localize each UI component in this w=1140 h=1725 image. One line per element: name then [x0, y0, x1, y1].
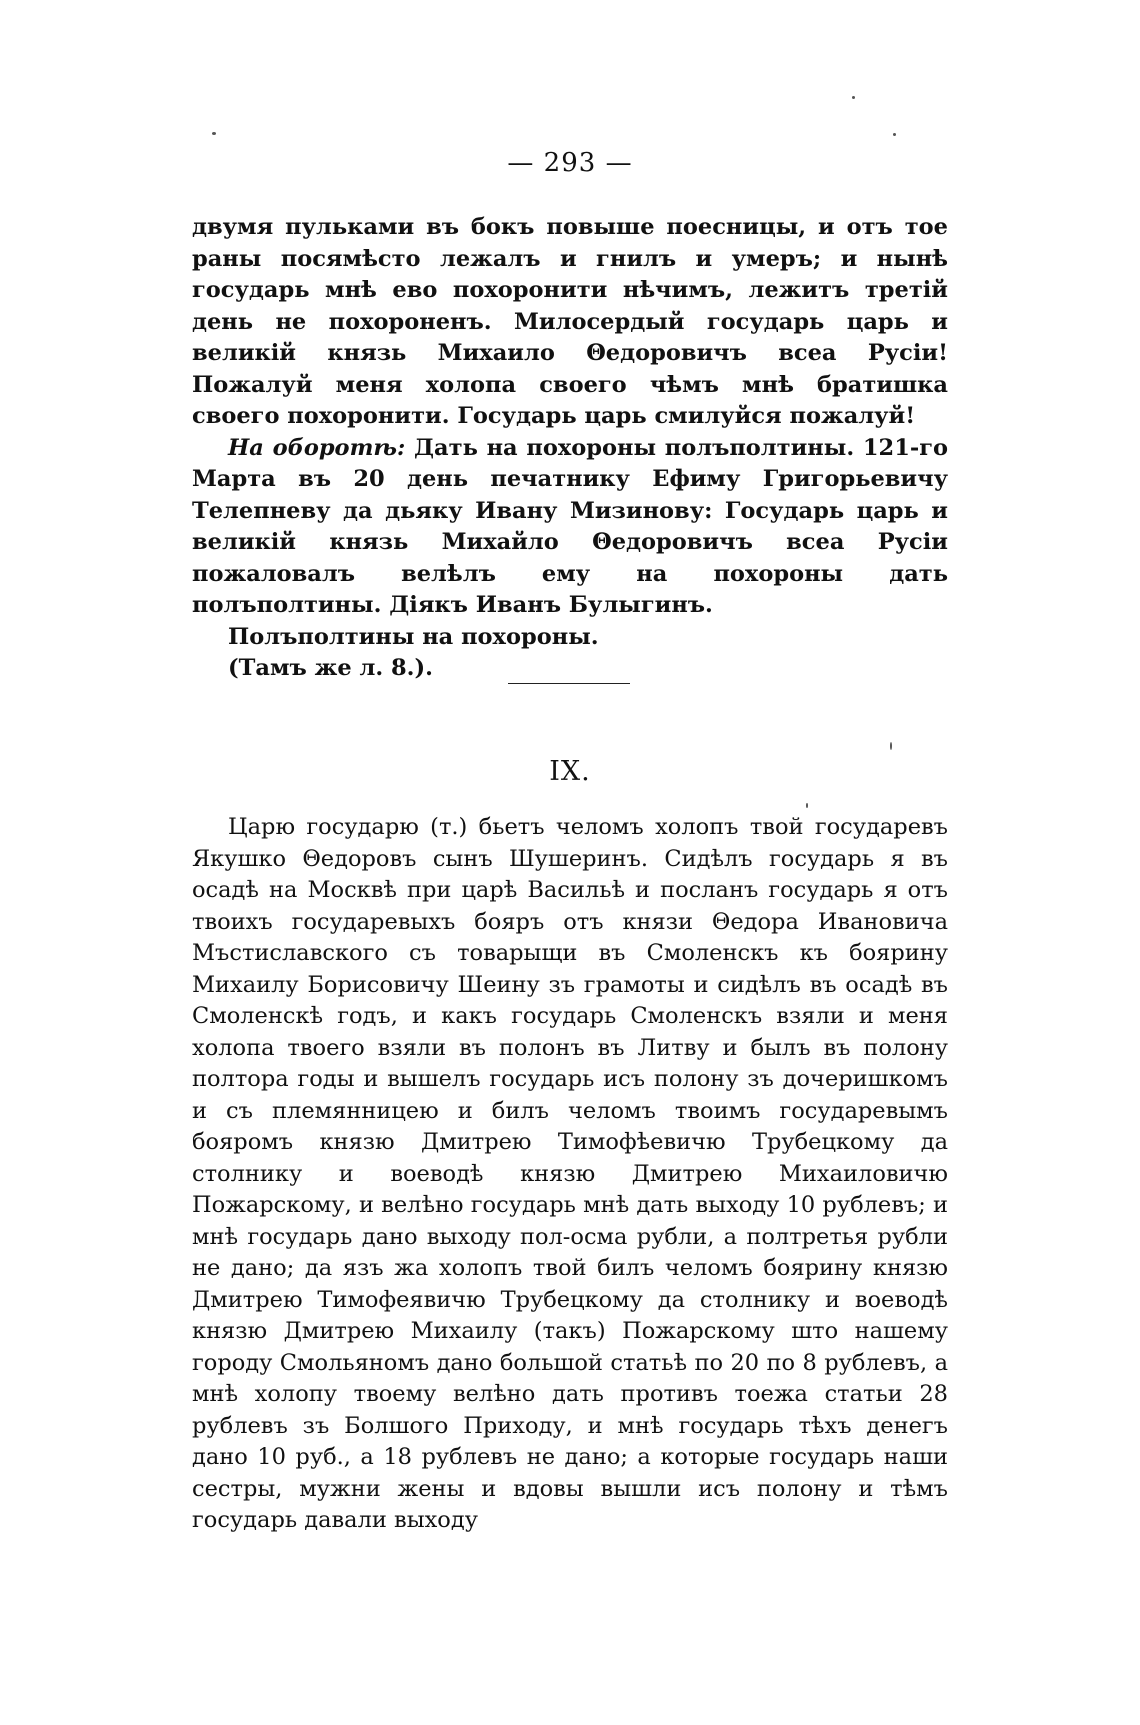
continued-paragraph: двумя пульками въ бокъ повыше поесницы, и отъ тое раны посямѣсто лежалъ и гнилъ и умеръ; и нынѣ государь мнѣ ево похоронити нѣчимъ, лежитъ третій день не похороненъ. Милосердый государь царь и великій князь Михаило Θедоровичъ всеа Русіи! Пожалуй меня холопа своего чѣмъ мнѣ братишка своего похоронити. Государь царь смилуйся пожалуй!	[192, 214, 948, 429]
top-text-block	[192, 212, 948, 685]
section-heading: IX.	[549, 756, 591, 787]
source-reference: (Тамъ же л. 8.).	[228, 655, 433, 681]
petition-paragraph: Царю государю (т.) бьетъ челомъ холопъ твой государевъ Якушко Θедоровъ сынъ Шушеринъ. Сидѣлъ государь я въ осадѣ на Москвѣ при царѣ Васильѣ и посланъ государь я отъ твоихъ государевыхъ бояръ отъ князи Θедора Ивановича Мъстиславского съ товарыщи въ Смоленскъ къ боярину Михаилу Борисовичу Шеину зъ грамоты и сидѣлъ въ осадѣ въ Смоленскѣ годъ, и какъ государь Смоленскъ взяли и меня холопа твоего взяли въ полонъ въ Литву и былъ въ полону полтора годы и вышелъ государь исъ полону зъ дочеришкомъ и съ племянницею и билъ челомъ твоимъ государевымъ бояромъ князю Дмитрею Тимофѣевичю Трубецкому да столнику и воеводѣ князю Дмитрею Михаиловичю Пожарскому, и велѣно государь мнѣ дать выходу 10 рублевъ; и мнѣ государь дано выходу пол-осма рубли, а полтретья рубли не дано; да язъ жа холопъ твой билъ челомъ боярину князю Дмитрею Тимофеявичю Трубецкому да столнику и воеводѣ князю Дмитрею Михаилу (такъ) Пожарскому што нашему городу Смольяномъ дано большой статьѣ по 20 по 8 рублевъ, а мнѣ холопу твоему велѣно дать противъ тоежа статьи 28 рублевъ зъ Болшого Приходу, и мнѣ государь тѣхъ денегъ дано 10 руб., а 18 рублевъ не дано; а которые государь наши сестры, мужни жены и вдовы вышли исъ полону и тѣмъ государь давали выходу	[192, 814, 948, 1533]
endorsement-paragraph	[192, 433, 948, 622]
endorsement-text: Дать на похороны полъполтины. 121-го Марта въ 20 день печатнику Ефиму Григорьевичу Телепневу да дьяку Ивану Мизинову: Государь царь и великій князь Михайло Θедоровичъ всеа Русіи пожаловалъ велѣлъ ему на похороны дать полъполтины. Діякъ Иванъ Булыгинъ.	[192, 434, 948, 618]
page-number: — 293 —	[507, 148, 633, 178]
scan-speck	[852, 96, 855, 99]
scan-speck	[212, 132, 216, 135]
section-separator	[508, 683, 630, 684]
scan-speck	[890, 742, 892, 750]
bottom-text-block	[192, 812, 948, 1537]
endorsement-lead: На оборотѣ:	[228, 434, 406, 461]
scan-speck	[806, 803, 808, 808]
scan-speck	[893, 133, 896, 136]
note-line: Полъполтины на похороны.	[228, 623, 599, 650]
